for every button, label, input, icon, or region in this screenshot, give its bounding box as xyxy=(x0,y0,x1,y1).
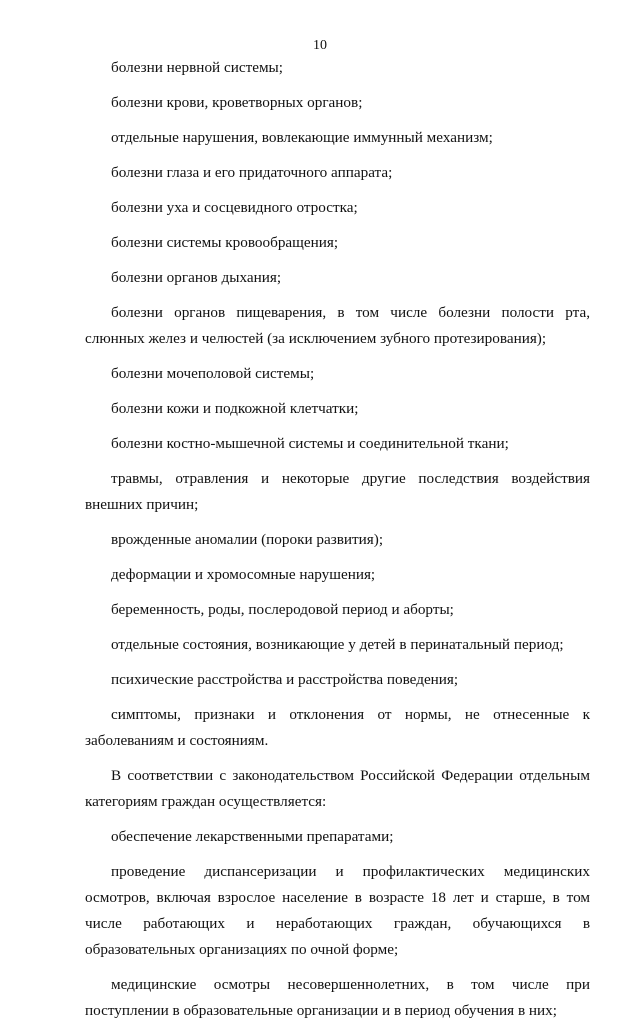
list-item-dispensary: проведение диспансеризации и профилактических медицинских осмотров, включая взрослое население в возрасте 18 лет и старше, в том числе работающих и неработающих граждан, обучающихся в образовательных организациях по очной форме; xyxy=(85,863,590,958)
body-text xyxy=(85,55,590,1024)
list-item-skin: болезни кожи и подкожной клетчатки; xyxy=(111,400,359,417)
list-item-musculoskeletal: болезни костно-мышечной системы и соединительной ткани; xyxy=(111,435,509,452)
list-item-circulatory: болезни системы кровообращения; xyxy=(111,234,339,251)
list-item-injuries: травмы, отравления и некоторые другие последствия воздействия внешних причин; xyxy=(85,470,590,513)
list-item-congenital: врожденные аномалии (пороки развития); xyxy=(111,531,384,548)
list-item-chromosomal: деформации и хромосомные нарушения; xyxy=(111,566,376,583)
list-item-eye: болезни глаза и его придаточного аппарата; xyxy=(111,164,393,181)
list-item-symptoms: симптомы, признаки и отклонения от нормы, не отнесенные к заболеваниям и состояниям. xyxy=(85,706,590,749)
list-item-ear: болезни уха и сосцевидного отростка; xyxy=(111,199,358,216)
paragraph-categories-intro: В соответствии с законодательством Российской Федерации отдельным категориям граждан осуществляется: xyxy=(85,767,590,810)
list-item-nervous-system: болезни нервной системы; xyxy=(111,59,283,76)
list-item-minors-exams: медицинские осмотры несовершеннолетних, в том числе при поступлении в образовательные организации и в период обучения в них; xyxy=(85,976,590,1019)
list-item-genitourinary: болезни мочеполовой системы; xyxy=(111,365,315,382)
list-item-mental: психические расстройства и расстройства поведения; xyxy=(111,671,459,688)
list-item-immune: отдельные нарушения, вовлекающие иммунный механизм; xyxy=(111,129,493,146)
list-item-pregnancy: беременность, роды, послеродовой период и аборты; xyxy=(111,601,454,618)
page-number: 10 xyxy=(313,38,327,53)
list-item-medications: обеспечение лекарственными препаратами; xyxy=(111,828,394,845)
list-item-respiratory: болезни органов дыхания; xyxy=(111,269,282,286)
list-item-digestive: болезни органов пищеварения, в том числе болезни полости рта, слюнных желез и челюстей (за исключением зубного протезирования); xyxy=(85,304,590,347)
list-item-perinatal: отдельные состояния, возникающие у детей в перинатальный период; xyxy=(111,636,564,653)
list-item-blood: болезни крови, кроветворных органов; xyxy=(111,94,363,111)
